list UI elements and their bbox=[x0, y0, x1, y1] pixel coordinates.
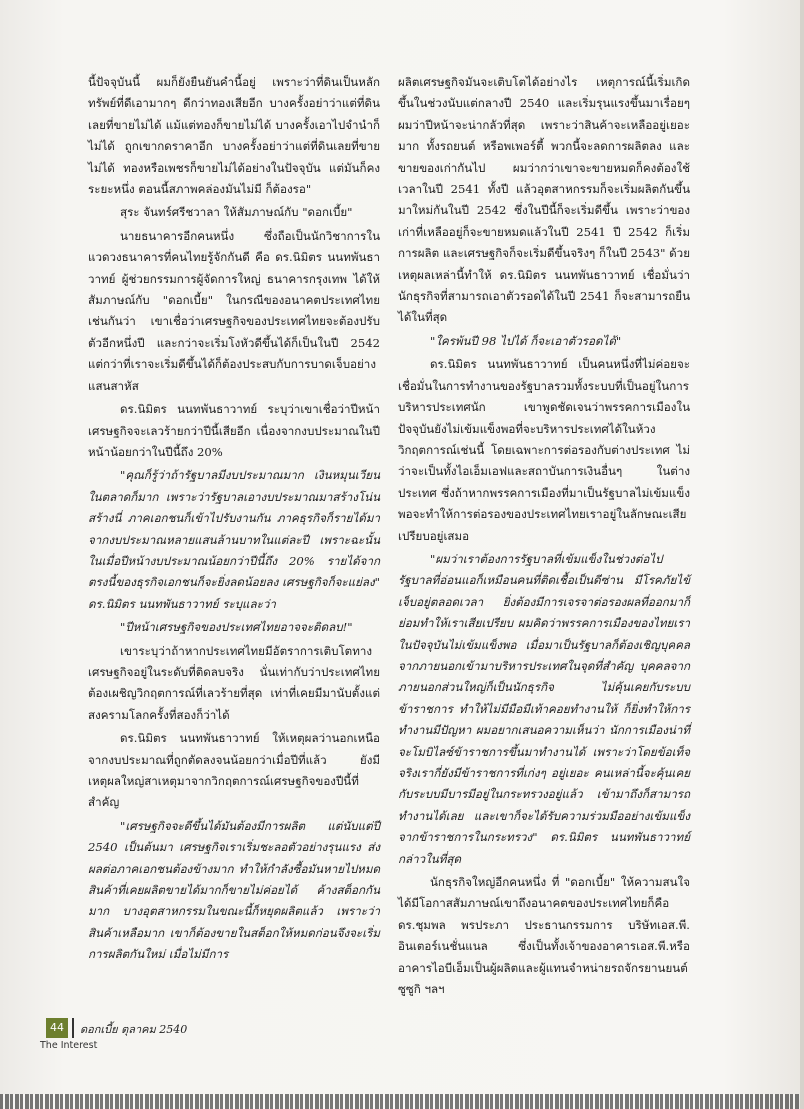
paragraph: ดร.นิมิตร นนทพันธาวาทย์ ให้เหตุผลว่านอกเหนือจากงบประมาณที่ถูกตัดลงจนน้อยกว่าเมื่อปีที่แล้ว ยังมีเหตุผลใหญ่สาเหตุมาจากวิกฤตการณ์เศรษฐกิจของปีนี้ที่สำคัญ bbox=[88, 731, 380, 810]
magazine-name: The Interest bbox=[40, 1040, 98, 1051]
quote-paragraph: "ใครพ้นปี 98 ไปได้ ก็จะเอาตัวรอดได้" bbox=[430, 333, 622, 348]
page-footer bbox=[40, 1018, 226, 1051]
paragraph: ผลิตเศรษฐกิจมันจะเติบโตได้อย่างไร เหตุการณ์นี้เริ่มเกิดขึ้นในช่วงนับแต่กลางปี 2540 และเริ่มรุนแรงขึ้นมาเรื่อยๆ ผมว่าปีหน้าจะน่ากลัวที่สุด เพราะว่าสินค้าจะเหลืออยู่เยอะมาก ทั้งรถยนต์ หรือพเพอร์ตี้ พวกนี้จะลดการผลิตลง และขายของเก่ากันไป ผมว่ากว่าเขาจะขายหมดก็คงต้องใช้เวลาในปี 2541 ทั้งปี แล้วอุตสาหกรรมก็จะเริ่มผลิตกันขึ้นมาใหม่กันในปี 2542 ซึ่งในปีนี้ก็จะเริ่มดีขึ้น เพราะว่าของเก่าที่เหลืออยู่ก็จะขายหมดแล้วในปี 2541 ปี 2542 ก็เริ่มการผลิต และเศรษฐกิจก็จะเริ่มดีขึ้นจริงๆ ก็ในปี 2543" ด้วยเหตุผลเหล่านี้ทำให้ ดร.นิมิตร นนทพันธาวาทย์ เชื่อมั่นว่านักธุรกิจที่สามารถเอาตัวรอดได้ในปี 2541 ก็จะสามารถยืนได้ในที่สุด bbox=[398, 75, 690, 325]
quote-paragraph: "ผมว่าเราต้องการรัฐบาลที่เข้มแข็งในช่วงต่อไป รัฐบาลที่อ่อนแอก็เหมือนคนที่ติดเชื้อเป็นดีซ่าน มีโรคภัยไข้เจ็บอยู่ตลอดเวลา ยิ่งต้องมีการเจรจาต่อรองผลที่ออกมาก็ย่อมทำให้เราเสียเปรียบ ผมคิดว่าพรรคการเมืองของไทยเราในปัจจุบันไม่เข้มแข็งพอ เมื่อมาเป็นรัฐบาลก็ต้องเชิญบุคคลจากภายนอกเข้ามาบริหารประเทศในจุดที่สำคัญ บุคคลจากภายนอกส่วนใหญ่ก็เป็นนักธุรกิจ ไม่คุ้นเคยกับระบบข้าราชการ ทำให้ไม่มีมือมีเท้าคอยทำงานให้ ก็ยิ่งทำให้การทำงานมีปัญหา ผมอยากเสนอความเห็นว่า นักการเมืองน่าที่จะโมบิไลซ์ข้าราชการขึ้นมาทำงานได้ เพราะว่าโดยข้อเท็จจริงเรากี่ยังมีข้าราชการที่เก่งๆ อยู่เยอะ คนเหล่านี้จะคุ้นเคยกับระบบมีบารมีอยู่ในกระทรวงอยู่แล้ว เข้ามาถึงก็สามารถทำงานได้เลย และเขาก็จะได้รับความร่วมมืออย่างเข้มแข็งจากข้าราชการในกระทรวง" ดร.นิมิตร นนทพันธาวาทย์ กล่าวในที่สุด bbox=[398, 551, 690, 866]
right-text-column bbox=[398, 72, 690, 1002]
paragraph: สุระ จันทร์ศรีชวาลา ให้สัมภาษณ์กับ "ดอกเบี้ย" bbox=[120, 205, 353, 220]
paragraph: ดร.นิมิตร นนทพันธาวาทย์ ระบุว่าเขาเชื่อว่าปีหน้าเศรษฐกิจจะเลวร้ายกว่าปีนี้เสียอีก เนื่องจากงบประมาณในปีหน้าน้อยกว่าในปีนี้ถึง 20% bbox=[88, 402, 380, 459]
scan-edge-bottom bbox=[0, 1094, 804, 1109]
paragraph: ดร.นิมิตร นนทพันธาวาทย์ เป็นคนหนึ่งที่ไม่ค่อยจะเชื่อมั่นในการทำงานของรัฐบาลรวมทั้งระบบที่เป็นอยู่ในการบริหารประเทศนัก เขาพูดชัดเจนว่าพรรคการเมืองในปัจจุบันยังไม่เข้มแข็งพอที่จะบริหารประเทศได้ในห้วงวิกฤตการณ์เช่นนี้ โดยเฉพาะการต่อรองกับต่างประเทศ ไม่ว่าจะเป็นทั้งไอเอ็มเอฟและสถาบันการเงินอื่นๆ ในต่างประเทศ ซึ่งถ้าหากพรรคการเมืองที่มาเป็นรัฐบาลไม่เข้มแข็งพอจะทำให้การต่อรองของประเทศไทยเราอยู่ในลักษณะเสียเปรียบอยู่เสมอ bbox=[398, 357, 690, 543]
issue-label: ดอกเบี้ย ตุลาคม 2540 bbox=[80, 1023, 188, 1036]
scan-edge-right bbox=[800, 0, 804, 1109]
paragraph: นักธุรกิจใหญ่อีกคนหนึ่ง ที่ "ดอกเบี้ย" ให้ความสนใจได้มีโอกาสสัมภาษณ์เขาถึงอนาคตของประเทศไทยก็คือ ดร.ชุมพล พรประภา ประธานกรรมการ บริษัทเอส.พี. อินเตอร์เนชั่นแนล ซึ่งเป็นทั้งเจ้าของอาคารเอส.พี.หรืออาคารไอบีเอ็มเป็นผู้ผลิตและผู้แทนจำหน่ายรถจักรยานยนต์ซูซูกิ ฯลฯ bbox=[398, 875, 690, 997]
paragraph: นี้ปัจจุบันนี้ ผมก็ยังยืนยันคำนี้อยู่ เพราะว่าที่ดินเป็นหลักทรัพย์ที่ดีเอามากๆ ดีกว่าทองเสียอีก บางครั้งอย่าว่าแต่ที่ดินเลยที่ขายไม่ได้ แม้แต่ทองก็ขายไม่ได้ บางครั้งเอาไปจำนำก็ไม่ได้ ถูกเขากดราคาอีก บางครั้งอย่าว่าแต่ที่ดินเลยที่ขายไม่ได้ ทองหรือเพชรก็ขายไม่ได้อย่างในปัจจุบัน แต่มันก็คงระยะหนึ่ง ตอนนี้สภาพคล่องมันไม่มี ก็ต้องรอ" bbox=[88, 75, 380, 197]
paragraph: นายธนาคารอีกคนหนึ่ง ซึ่งถือเป็นนักวิชาการในแวดวงธนาคารที่คนไทยรู้จักกันดี คือ ดร.นิมิตร นนทพันธาวาทย์ ผู้ช่วยกรรมการผู้จัดการใหญ่ ธนาคารกรุงเทพ ได้ให้สัมภาษณ์กับ "ดอกเบี้ย" ในกรณีของอนาคตประเทศไทยเช่นกันว่า เขาเชื่อว่าเศรษฐกิจของประเทศไทยจะต้องปรับตัวอีกหนึ่งปี และกว่าจะเริ่มโงหัวดีขึ้นได้ก็เป็นในปี 2542 แต่กว่าที่เราจะเริ่มดีขึ้นได้ก็ต้องประสบกับการบาดเจ็บอย่างแสนสาหัส bbox=[88, 228, 380, 393]
paragraph: เขาระบุว่าถ้าหากประเทศไทยมีอัตราการเติบโตทางเศรษฐกิจอยู่ในระดับที่ติดลบจริง นั่นเท่ากับว่าประเทศไทยต้องเผชิญวิกฤตการณ์ที่เลวร้ายที่สุด เท่าที่เคยมีมานับตั้งแต่สงครามโลกครั้งที่สองก็ว่าได้ bbox=[88, 643, 380, 722]
left-text-column bbox=[88, 72, 380, 968]
quote-paragraph: "คุณก็รู้ว่าถ้ารัฐบาลมีงบประมาณมาก เงินหมุนเวียนในตลาดก็มาก เพราะว่ารัฐบาลเอางบประมาณมาสร้างโน่น สร้างนี่ ภาคเอกชนก็เข้าไปรับงานกัน ภาคธุรกิจก็รายได้มาจากงบประมาณหลายแสนล้านบาทในแต่ละปี เพราะฉะนั้นในเมื่อปีหน้างบประมาณน้อยกว่าปีนี้ถึง 20% รายได้จากตรงนี้ของธุรกิจเอกชนก็จะยิ่งลดน้อยลง เศรษฐกิจก็จะแย่ลง" ดร.นิมิตร นนทพันธาวาทย์ ระบุและว่า bbox=[88, 468, 380, 611]
footer-divider bbox=[72, 1018, 74, 1038]
quote-paragraph: "เศรษฐกิจจะดีขึ้นได้มันต้องมีการผลิต แต่นับแต่ปี 2540 เป็นต้นมา เศรษฐกิจเราเริ่มชะลอตัวอย่างรุนแรง ส่งผลต่อภาคเอกชนต้องข้างมาก ทำให้กำลังซื้อมันหายไปหมด สินค้าที่เคยผลิตขายได้มากก็ขายไม่ค่อยได้ ค้างสต็อกกันมาก บางอุตสาหกรรมในขณะนี้ก็หยุดผลิตแล้ว เพราะว่าสินค้าเหลือมาก เขาก็ต้องขายในสต็อกให้หมดก่อนจึงจะเริ่มการผลิตกันใหม่ เมื่อไม่มีการ bbox=[88, 818, 380, 962]
quote-paragraph: "ปีหน้าเศรษฐกิจของประเทศไทยอาจจะติดลบ!" bbox=[120, 620, 353, 635]
page-number: 44 bbox=[46, 1018, 68, 1038]
